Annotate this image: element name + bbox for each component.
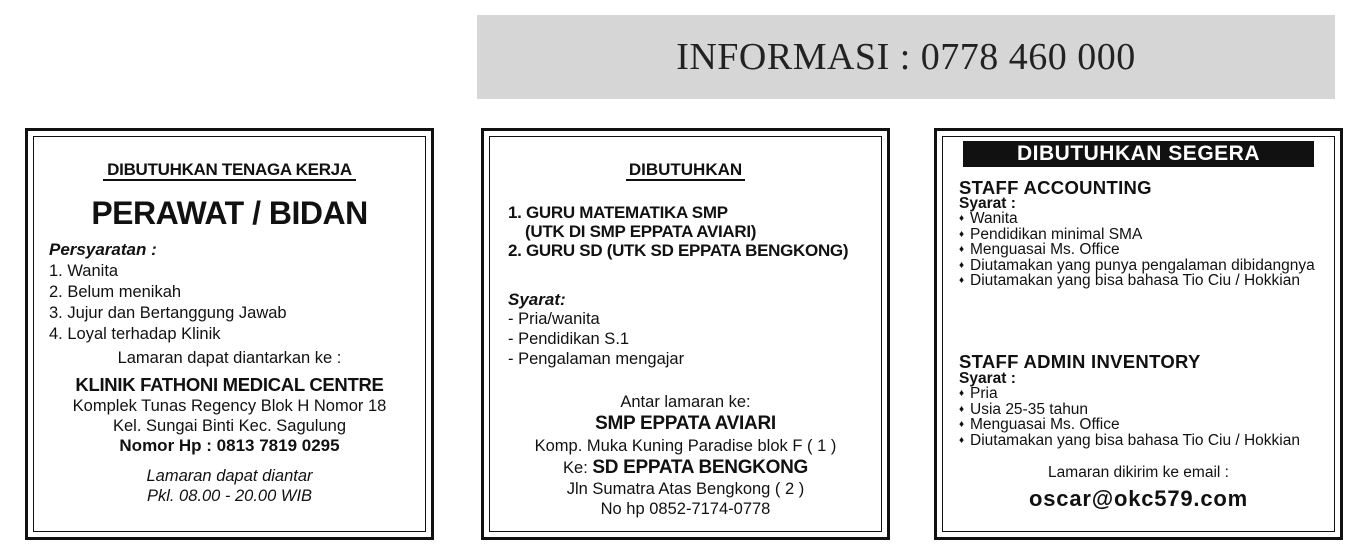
ad-header-text: DIBUTUHKAN TENAGA KERJA <box>103 160 356 181</box>
info-text: INFORMASI : 0778 460 000 <box>676 36 1136 78</box>
job-list <box>508 203 848 260</box>
address-line: Komplek Tunas Regency Blok H Nomor 18 <box>72 397 387 415</box>
requirements-list <box>49 261 287 345</box>
ad-staff <box>934 128 1343 540</box>
list-item: - Pendidikan S.1 <box>508 330 630 348</box>
ad-inner-border <box>489 136 882 532</box>
list-item: ♦ Pendidikan minimal SMA <box>959 227 1316 243</box>
ad-guru <box>481 128 890 540</box>
hours-line: Pkl. 08.00 - 20.00 WIB <box>146 487 313 505</box>
requirements-title: Syarat : <box>959 370 1016 387</box>
list-item: - Pria/wanita <box>508 310 600 328</box>
second-school <box>490 457 881 479</box>
email-address: oscar@okc579.com <box>1029 486 1248 511</box>
phone-number: Nomor Hp : 0813 7819 0295 <box>119 436 340 455</box>
address-line: Kel. Sungai Binti Kec. Sagulung <box>113 417 346 435</box>
job-title: STAFF ACCOUNTING <box>959 177 1152 198</box>
position-title: PERAWAT / BIDAN <box>91 195 368 231</box>
requirements-title: Syarat: <box>508 290 566 309</box>
requirements-list <box>959 211 1316 289</box>
list-item: 1. Wanita <box>49 262 119 280</box>
job-title: STAFF ADMIN INVENTORY <box>959 351 1201 372</box>
ad-banner: DIBUTUHKAN SEGERA <box>963 141 1314 167</box>
ad-header-text: DIBUTUHKAN <box>626 160 745 181</box>
send-instruction: Antar lamaran ke: <box>620 393 751 411</box>
delivery-hours <box>34 466 425 506</box>
list-item: 4. Loyal terhadap Klinik <box>49 325 221 343</box>
requirements-title: Persyaratan : <box>49 240 157 259</box>
school-address: Komp. Muka Kuning Paradise blok F ( 1 ) <box>534 437 837 455</box>
school-address: Jln Sumatra Atas Bengkong ( 2 ) <box>566 480 805 498</box>
school-name: SMP EPPATA AVIARI <box>595 413 776 434</box>
requirements-list <box>508 309 684 369</box>
job-item: 1. GURU MATEMATIKA SMP <box>508 203 728 222</box>
list-item: ♦ Menguasai Ms. Office <box>959 417 1316 433</box>
requirements-title: Syarat : <box>959 195 1016 212</box>
list-item: ♦ Diutamakan yang punya pengalaman dibidangnya <box>959 258 1316 274</box>
clinic-name: KLINIK FATHONI MEDICAL CENTRE <box>75 374 384 395</box>
list-item: ♦ Pria <box>959 386 1316 402</box>
ad-inner-border <box>33 136 426 532</box>
list-item: ♦ Diutamakan yang bisa bahasa Tio Ciu / Hokkian <box>959 273 1316 289</box>
email-label: Lamaran dikirim ke email : <box>1048 464 1229 481</box>
list-item: ♦ Diutamakan yang bisa bahasa Tio Ciu / Hokkian <box>959 433 1316 449</box>
job-item: 2. GURU SD (UTK SD EPPATA BENGKONG) <box>508 241 849 260</box>
list-item: 3. Jujur dan Bertanggung Jawab <box>49 304 287 322</box>
ad-header <box>34 160 425 180</box>
list-item: ♦ Menguasai Ms. Office <box>959 242 1316 258</box>
send-instruction: Lamaran dapat diantarkan ke : <box>117 349 342 367</box>
to-prefix: Ke: <box>563 459 593 477</box>
ad-header <box>490 160 881 180</box>
list-item: ♦ Wanita <box>959 211 1316 227</box>
ad-inner-border <box>942 136 1335 532</box>
ad-perawat-bidan <box>25 128 434 540</box>
list-item: - Pengalaman mengajar <box>508 350 685 368</box>
school-name: SD EPPATA BENGKONG <box>592 457 808 478</box>
clinic-address <box>34 396 425 436</box>
info-banner <box>477 15 1335 99</box>
phone-number: No hp 0852-7174-0778 <box>600 500 771 518</box>
requirements-list <box>959 386 1316 448</box>
list-item: 2. Belum menikah <box>49 283 182 301</box>
list-item: ♦ Usia 25-35 tahun <box>959 402 1316 418</box>
hours-line: Lamaran dapat diantar <box>146 467 313 485</box>
job-item-sub: (UTK DI SMP EPPATA AVIARI) <box>525 222 757 241</box>
